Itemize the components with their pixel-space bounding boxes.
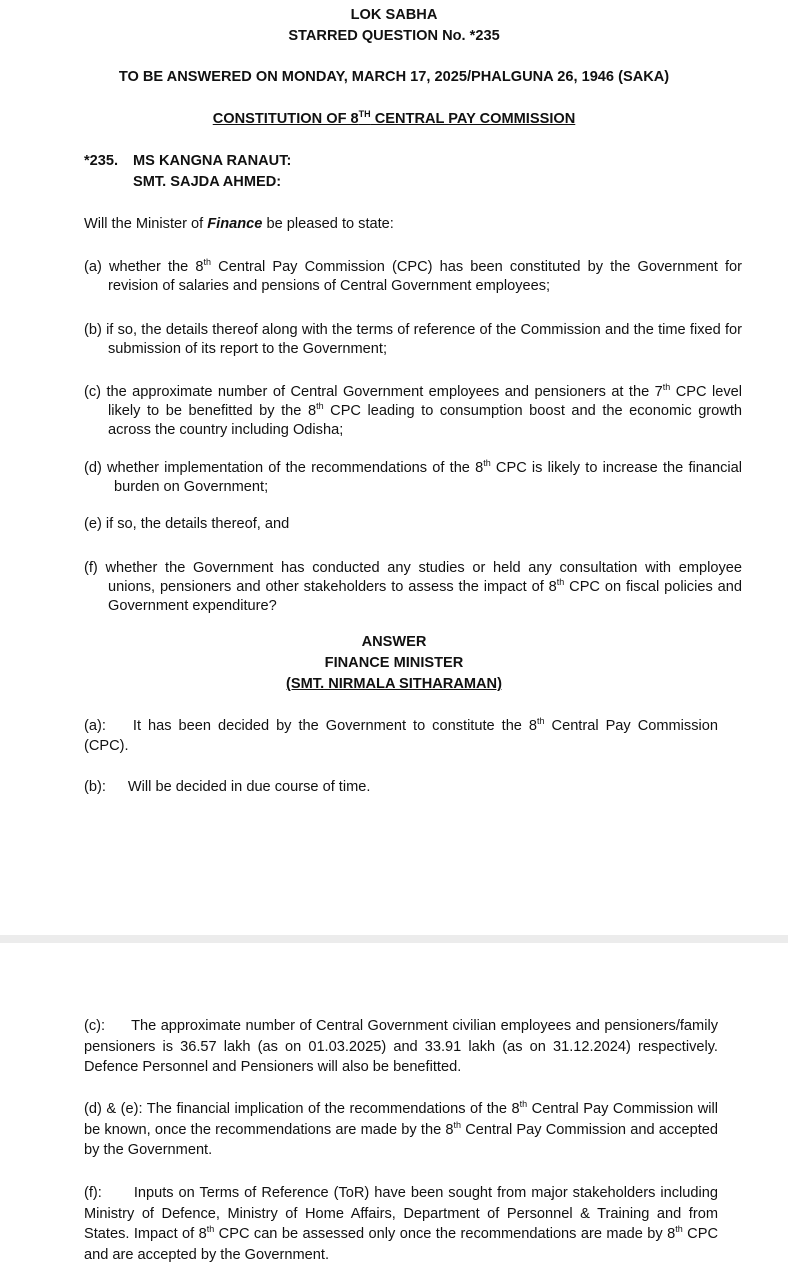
question-f: (f) whether the Government has conducted any studies or held any consultation with employee unions, pensioners and other stakeholders to assess the impact of 8th CPC on fiscal policies and Government expenditure? — [84, 560, 742, 614]
page-divider — [0, 935, 788, 943]
document-page-2 — [0, 943, 788, 1280]
question-number: STARRED QUESTION No. *235 — [288, 28, 500, 44]
answer-c: (c): The approximate number of Central Government civilian employees and pensioners/family pensioners is 36.57 lakh (as on 01.03.2025) and 33.91 lakh (as on 31.12.2024) respectively. Defence Personnel and Pensioners will also be benefitted. — [84, 1018, 718, 1075]
member-2: SMT. SAJDA AHMED: — [133, 174, 282, 190]
subject-heading: CONSTITUTION OF 8TH CENTRAL PAY COMMISSION — [212, 109, 576, 127]
question-e: (e) if so, the details thereof, and — [84, 516, 290, 532]
member-1: MS KANGNA RANAUT: — [133, 153, 292, 169]
question-b: (b) if so, the details thereof along with the terms of reference of the Commission and the time fixed for submission of its report to the Government; — [84, 322, 742, 357]
house-title: LOK SABHA — [350, 7, 438, 23]
answer-d-e: (d) & (e): The financial implication of the recommendations of the 8th Central Pay Commission will be known, once the recommendations are made by the 8th Central Pay Commission and accepted by the Government. — [84, 1099, 718, 1158]
answer-title: ANSWER — [361, 634, 427, 650]
question-d: (d) whether implementation of the recommendations of the 8th CPC is likely to increase the financial burden on Government; — [84, 458, 742, 495]
question-number-label: *235. — [84, 153, 119, 169]
question-c: (c) the approximate number of Central Government employees and pensioners at the 7th CPC level likely to be benefitted by the 8th CPC leading to consumption boost and the economic growth across the country including Odisha; — [84, 382, 743, 438]
minister-name: (SMT. NIRMALA SITHARAMAN) — [286, 676, 502, 692]
answer-a: (a): It has been decided by the Government to constitute the 8th Central Pay Commission (CPC). — [84, 716, 718, 754]
question-intro: Will the Minister of Finance be pleased to state: — [84, 216, 394, 232]
answer-date: TO BE ANSWERED ON MONDAY, MARCH 17, 2025/PHALGUNA 26, 1946 (SAKA) — [118, 69, 670, 85]
answer-f: (f): Inputs on Terms of Reference (ToR) have been sought from major stakeholders including Ministry of Defence, Ministry of Home Affairs, Department of Personnel & Training and from States. Impact of 8th CPC can be assessed only once the recommendations are made by 8th CPC and are accepted by the Government. — [84, 1185, 718, 1263]
question-a: (a) whether the 8th Central Pay Commission (CPC) has been constituted by the Government for revision of salaries and pensions of Central Government employees; — [84, 257, 742, 294]
minister-designation: FINANCE MINISTER — [324, 655, 464, 671]
answer-b: (b): Will be decided in due course of time. — [84, 779, 371, 795]
